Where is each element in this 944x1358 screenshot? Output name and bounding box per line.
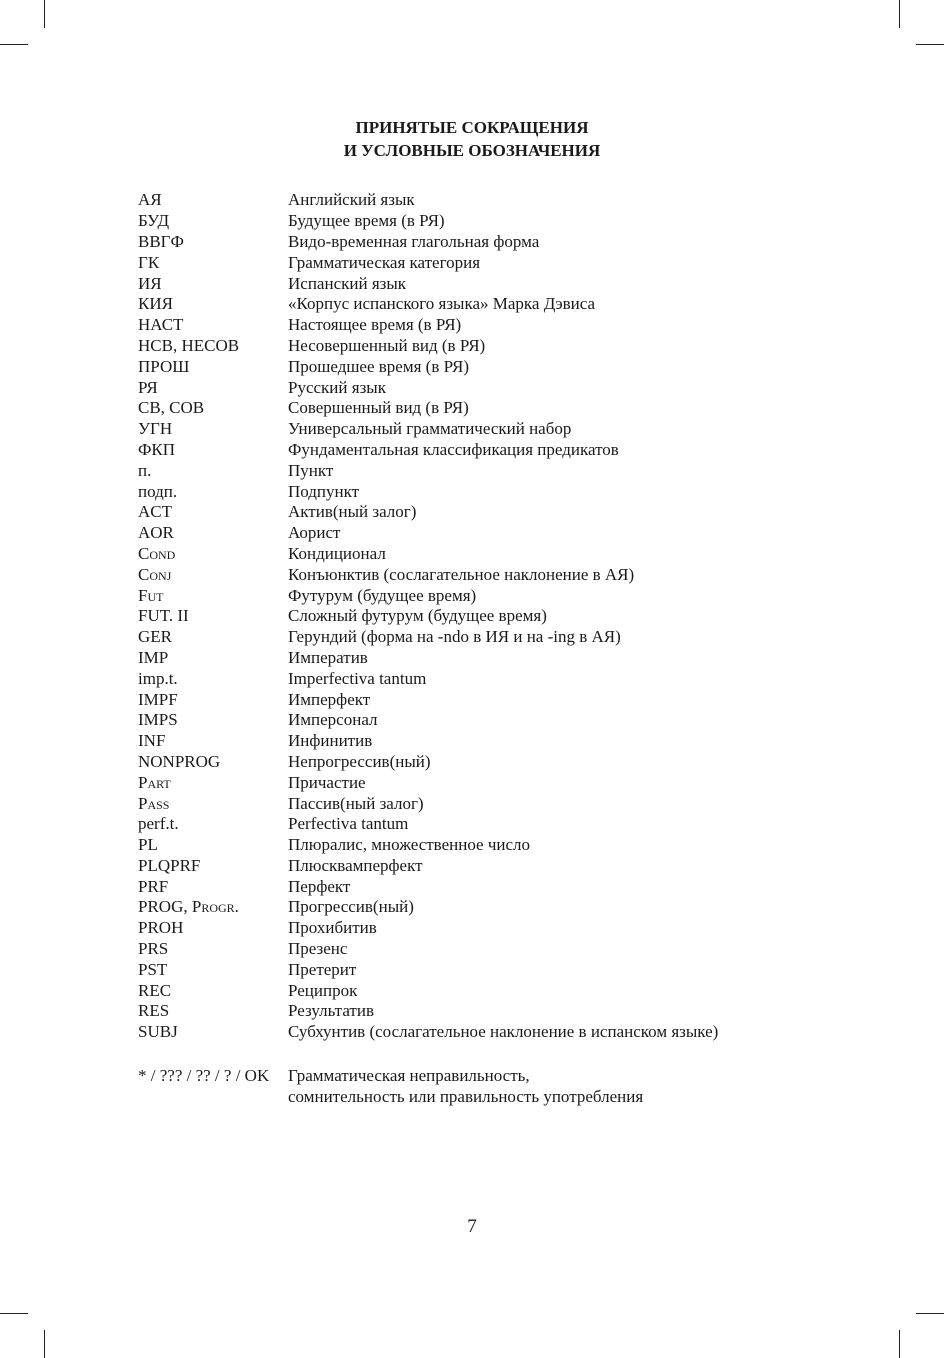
abbreviation-description: Универсальный грамматический набор [288,419,572,439]
notation-note [138,1065,643,1107]
abbreviation-term: IMPS [138,710,178,730]
abbreviation-description: Будущее время (в РЯ) [288,211,445,231]
abbreviation-row [138,544,818,565]
crop-mark-bottom-right-vertical [899,1330,900,1358]
abbreviation-row [138,336,818,357]
abbreviation-row [138,835,818,856]
crop-mark-top-left-vertical [44,0,45,28]
abbreviation-description: Реципрок [288,980,358,1000]
abbreviation-description: Конъюнктив (сослагательное наклонение в АЯ) [288,564,635,584]
abbreviation-description: Субхунтив (сослагательное наклонение в испанском языке) [288,1022,719,1042]
abbreviation-term: PL [138,835,158,855]
abbreviation-row [138,398,818,419]
page-number: 7 [467,1216,477,1237]
abbreviation-description: Фундаментальная классификация предикатов [288,439,619,459]
abbreviation-term: КИЯ [138,294,173,314]
abbreviation-term: УГН [138,419,173,439]
abbreviation-term: PRS [138,939,169,959]
abbreviation-row [138,710,818,731]
abbreviation-term: perf.t. [138,814,179,834]
abbreviation-term: REC [138,980,172,1000]
abbreviation-row [138,232,818,253]
abbreviation-description: Плюсквамперфект [288,855,423,875]
abbreviation-row [138,1022,818,1043]
abbreviation-row [138,897,818,918]
abbreviation-row [138,460,818,481]
abbreviation-description: Имперсонал [288,710,378,730]
abbreviation-row [138,793,818,814]
abbreviation-description: Императив [288,647,368,667]
abbreviation-description: Презенс [288,939,348,959]
abbreviation-term: PROH [138,918,184,938]
abbreviation-term: АЯ [138,190,162,210]
abbreviation-description: Видо-временная глагольная форма [288,231,540,251]
abbreviation-term: FUT. II [138,606,189,626]
abbreviation-row [138,856,818,877]
notation-description-line-1: Грамматическая неправильность, [288,1066,530,1085]
page-title-line-2: И УСЛОВНЫЕ ОБОЗНАЧЕНИЯ [343,141,601,160]
abbreviation-row [138,585,818,606]
abbreviation-description: Несовершенный вид (в РЯ) [288,335,486,355]
abbreviation-description: Совершенный вид (в РЯ) [288,398,469,418]
crop-mark-top-right-horizontal [916,44,944,45]
abbreviation-term: Cond [138,543,176,563]
abbreviation-term: PLQPRF [138,855,201,875]
abbreviation-description: Подпункт [288,481,360,501]
abbreviation-row [138,211,818,232]
crop-mark-bottom-right-horizontal [916,1313,944,1314]
abbreviation-term: Part [138,772,171,792]
abbreviation-description: Perfectiva tantum [288,814,409,834]
crop-mark-top-left-horizontal [0,44,28,45]
notation-description [288,1065,643,1107]
abbreviation-term: PST [138,959,168,979]
abbreviation-row [138,294,818,315]
notation-description-line-2: сомнительность или правильность употребления [288,1087,644,1106]
abbreviation-description: Имперфект [288,689,371,709]
abbreviation-term: ACT [138,502,172,522]
abbreviation-description: Пункт [288,460,334,480]
abbreviation-row [138,606,818,627]
abbreviation-description: Imperfectiva tantum [288,668,427,688]
abbreviation-description: Актив(ный залог) [288,502,417,522]
abbreviation-description: Прогрессив(ный) [288,897,414,917]
page-title-line-1: ПРИНЯТЫЕ СОКРАЩЕНИЯ [355,118,589,137]
abbreviation-term: СВ, СОВ [138,398,205,418]
page-title [0,116,944,162]
abbreviation-description: Испанский язык [288,273,407,293]
abbreviation-term: ВВГФ [138,231,184,251]
abbreviation-term: NONPROG [138,751,221,771]
abbreviation-term: IMPF [138,689,178,709]
abbreviation-description: Причастие [288,772,366,792]
abbreviation-term: IMP [138,647,169,667]
abbreviation-description: Инфинитив [288,731,373,751]
abbreviation-row [138,939,818,960]
abbreviation-row [138,980,818,1001]
abbreviation-row [138,689,818,710]
abbreviation-row [138,668,818,689]
abbreviation-row [138,1001,818,1022]
notation-symbols: * / ??? / ?? / ? / OK [138,1066,270,1085]
abbreviation-term: ФКП [138,439,176,459]
abbreviation-description: Русский язык [288,377,386,397]
abbreviation-description: Плюралис, множественное число [288,835,531,855]
abbreviation-term: ПРОШ [138,356,190,376]
abbreviation-description: Непрогрессив(ный) [288,751,431,771]
abbreviation-row [138,356,818,377]
crop-mark-bottom-left-vertical [44,1330,45,1358]
abbreviation-row [138,772,818,793]
abbreviation-description: Результатив [288,1001,374,1021]
abbreviation-description: Пассив(ный залог) [288,793,424,813]
abbreviation-description: Футурум (будущее время) [288,585,477,605]
abbreviation-term: Pass [138,793,170,813]
abbreviation-row [138,814,818,835]
abbreviation-term: ИЯ [138,273,162,293]
abbreviation-term: PRF [138,876,169,896]
abbreviation-description: Английский язык [288,190,415,210]
abbreviation-description: Настоящее время (в РЯ) [288,315,462,335]
abbreviation-term: п. [138,460,152,480]
abbreviation-term: RES [138,1001,170,1021]
abbreviation-description: Прохибитив [288,918,377,938]
abbreviation-row [138,377,818,398]
abbreviation-term: PROG, Progr. [138,897,239,917]
abbreviation-description: Аорист [288,523,341,543]
abbreviation-description: Грамматическая категория [288,252,481,272]
abbreviation-row [138,273,818,294]
abbreviation-description: Сложный футурум (будущее время) [288,606,547,626]
abbreviation-term: НСВ, НЕСОВ [138,335,240,355]
crop-mark-bottom-left-horizontal [0,1313,28,1314]
abbreviation-term: SUBJ [138,1022,178,1042]
abbreviation-row [138,440,818,461]
abbreviation-row [138,481,818,502]
abbreviation-term: НАСТ [138,315,184,335]
abbreviation-row [138,648,818,669]
abbreviation-row [138,419,818,440]
abbreviation-row [138,252,818,273]
abbreviation-term: imp.t. [138,668,178,688]
abbreviation-row [138,190,818,211]
crop-mark-top-right-vertical [899,0,900,28]
abbreviation-term: INF [138,731,166,751]
abbreviation-term: подп. [138,481,178,501]
abbreviation-term: Fut [138,585,164,605]
abbreviation-list [138,190,818,1043]
abbreviation-term: БУД [138,211,170,231]
abbreviation-description: Претерит [288,959,357,979]
abbreviation-row [138,731,818,752]
abbreviation-row [138,876,818,897]
abbreviation-row [138,564,818,585]
abbreviation-description: Прошедшее время (в РЯ) [288,356,469,376]
abbreviation-term: AOR [138,523,174,543]
abbreviation-description: Перфект [288,876,351,896]
abbreviation-row [138,627,818,648]
abbreviation-term: ГК [138,252,160,272]
abbreviation-term: GER [138,627,172,647]
abbreviation-term: Conj [138,564,172,584]
abbreviation-term: РЯ [138,377,158,397]
abbreviation-row [138,502,818,523]
abbreviation-row [138,752,818,773]
abbreviation-row [138,315,818,336]
abbreviation-row [138,523,818,544]
abbreviation-row [138,918,818,939]
abbreviation-description: Герундий (форма на -ndo в ИЯ и на -ing в АЯ) [288,627,621,647]
abbreviation-row [138,959,818,980]
abbreviation-description: «Корпус испанского языка» Марка Дэвиса [288,294,596,314]
abbreviation-description: Кондиционал [288,543,386,563]
